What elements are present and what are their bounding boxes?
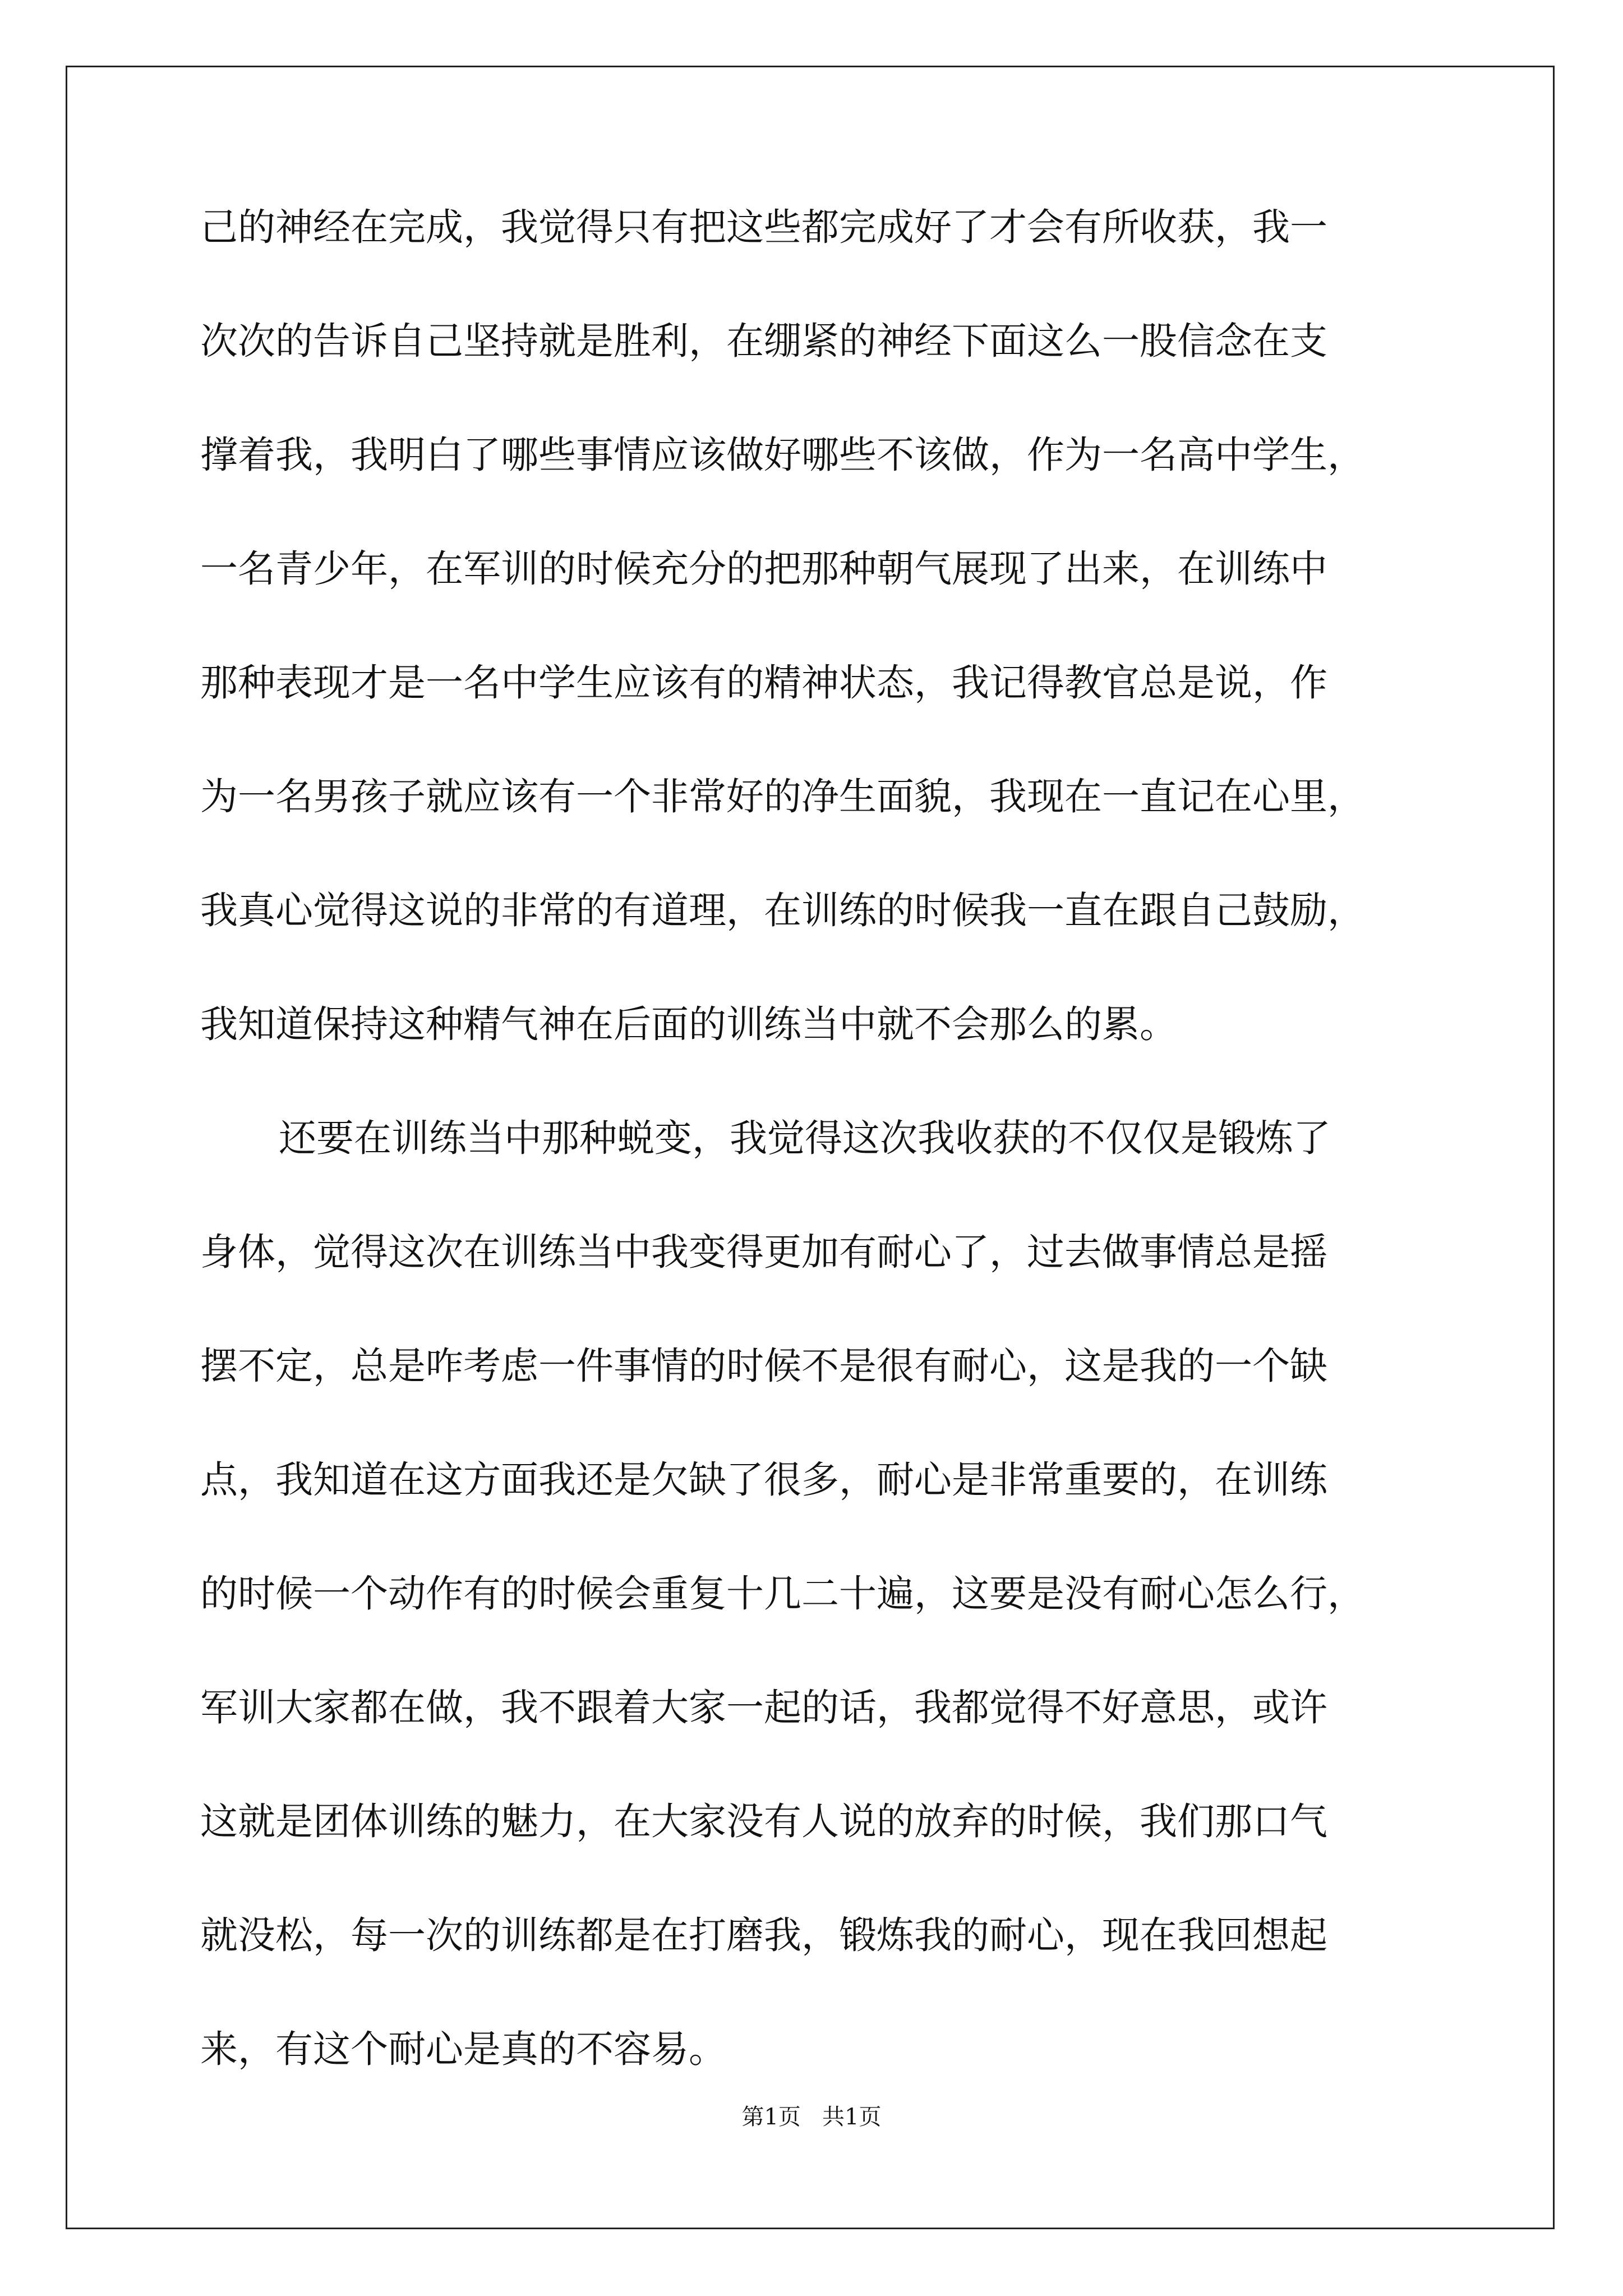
body-text-line: 军训大家都在做，我不跟着大家一起的话，我都觉得不好意思，或许 — [200, 1686, 1327, 1729]
body-text-line: 为一名男孩子就应该有一个非常好的净生面貌，我现在一直记在心里， — [200, 775, 1365, 818]
paragraph-start-line: 还要在训练当中那种蜕变，我觉得这次我收获的不仅仅是锻炼了 — [279, 1116, 1331, 1160]
body-text-line: 摆不定，总是咋考虑一件事情的时候不是很有耐心，这是我的一个缺 — [200, 1344, 1327, 1388]
body-text-line: 就没松，每一次的训练都是在打磨我，锻炼我的耐心，现在我回想起 — [200, 1913, 1327, 1957]
body-text-line: 那种表现才是一名中学生应该有的精神状态，我记得教官总是说，作 — [200, 661, 1327, 705]
body-text-line: 来，有这个耐心是真的不容易。 — [200, 2027, 726, 2071]
body-text-line: 身体，觉得这次在训练当中我变得更加有耐心了，过去做事情总是摇 — [200, 1230, 1327, 1274]
body-text-line: 我知道保持这种精气神在后面的训练当中就不会那么的累。 — [200, 1002, 1177, 1046]
body-text-line: 己的神经在完成，我觉得只有把这些都完成好了才会有所收获，我一 — [200, 205, 1327, 249]
body-text-line: 一名青少年，在军训的时候充分的把那种朝气展现了出来，在训练中 — [200, 547, 1327, 591]
body-text-line: 次次的告诉自己坚持就是胜利，在绷紧的神经下面这么一股信念在支 — [200, 319, 1327, 363]
body-text-line: 的时候一个动作有的时候会重复十几二十遍，这要是没有耐心怎么行， — [200, 1572, 1365, 1616]
body-text-line: 这就是团体训练的魅力，在大家没有人说的放弃的时候，我们那口气 — [200, 1800, 1327, 1843]
body-text-line: 点，我知道在这方面我还是欠缺了很多，耐心是非常重要的，在训练 — [200, 1458, 1327, 1502]
body-text-line: 我真心觉得这说的非常的有道理，在训练的时候我一直在跟自己鼓励， — [200, 889, 1365, 932]
page-footer: 第1页 共1页 — [741, 2104, 882, 2130]
body-text-line: 撑着我，我明白了哪些事情应该做好哪些不该做，作为一名高中学生， — [200, 433, 1365, 477]
